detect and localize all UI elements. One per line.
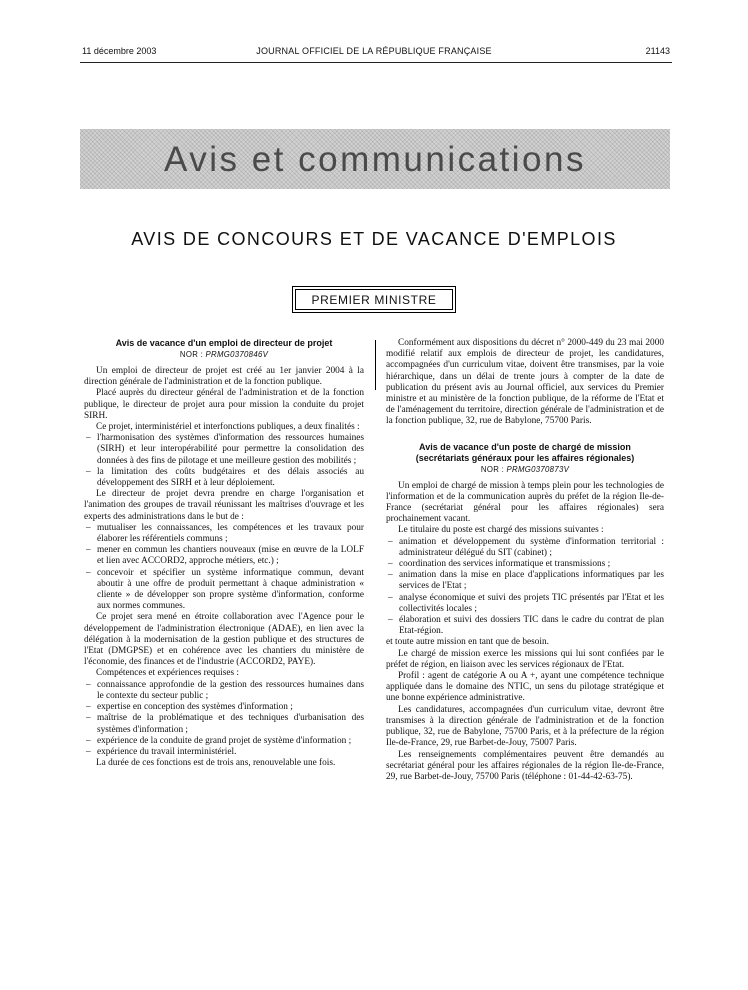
article1-paragraph: La durée de ces fonctions est de trois ans, renouvelable une fois. [96, 758, 336, 769]
header-journal-title: JOURNAL OFFICIEL DE LA RÉPUBLIQUE FRANÇAISE [256, 46, 492, 56]
missions-list [386, 537, 664, 638]
list-item: – l'harmonisation des systèmes d'information des ressources humaines (SIRH) et leur interopérabilité pour permettre la consolidation des données à des fins de pilotage et une meilleure gestion des mobilités ; [84, 433, 364, 467]
article1-nor [84, 349, 364, 360]
right-column [386, 338, 664, 783]
list-item: – la limitation des coûts budgétaires et des délais associés au développement des SIRH et à leur déploiement. [84, 467, 364, 489]
list-item: – animation et développement du système d'information territorial : administrateur délégué du SIT (cabinet) ; [386, 537, 664, 559]
ministry-label: PREMIER MINISTRE [311, 292, 437, 307]
article1-paragraph: Le directeur de projet devra prendre en charge l'organisation et l'animation des groupes de travail réunissant les maîtrises d'ouvrage et les experts des administrations dans le but de : [84, 489, 364, 522]
nor-code: PRMG0370846V [205, 350, 269, 359]
list-item: – analyse économique et suivi des projets TIC présentés par l'Etat et les collectivités locales ; [386, 593, 664, 615]
header-date: 11 décembre 2003 [82, 46, 157, 56]
nor-label: NOR : [480, 464, 505, 474]
header-rule [80, 62, 672, 63]
list-item: – expérience de la conduite de grand projet de système d'information ; [84, 736, 364, 747]
spacer [386, 428, 664, 442]
article1-title: Avis de vacance d'un emploi de directeur de projet [115, 338, 333, 348]
column-divider [375, 340, 376, 390]
list-item: – maîtrise de la problématique et des techniques d'urbanisation des systèmes d'information ; [84, 713, 364, 735]
list-item: – mener en commun les chantiers nouveaux (mise en œuvre de la LOLF et lien avec ACCORD2, approche métiers, etc.) ; [84, 545, 364, 567]
article1-paragraph: Conformément aux dispositions du décret n° 2000-449 du 23 mai 2000 modifié relatif aux emplois de directeur de projet, les candidatures, accompagnées d'un curriculum vitae, doivent être transmises, par la voie hiérarchique, dans un délai de trente jours à compter de la date de publication du présent avis au Journal officiel, aux services du Premier ministre et au ministère de la fonction publique, de la réforme de l'Etat et de l'aménagement du territoire, direction générale de l'administration et de la fonction publique, 32, rue de Babylone, 75700 Paris. [386, 338, 664, 427]
article2-nor [386, 464, 664, 475]
article1-paragraph: Ce projet sera mené en étroite collaboration avec l'Agence pour le développement de l'administration électronique (ADAE), en lien avec la délégation à la modernisation de la gestion publique et des structures de l'Etat (DMGPSE) et en cohérence avec les chantiers du ministère de l'économie, des finances et de l'industrie (ACCORD2, PAYE). [84, 612, 364, 668]
header-page-number: 21143 [645, 46, 670, 56]
list-item: – animation dans la mise en place d'applications informatiques par les services de l'Etat ; [386, 570, 664, 592]
article2-paragraph: Le chargé de mission exerce les missions qui lui sont confiées par le préfet de région, en liaison avec les services régionaux de l'Etat. [386, 648, 664, 670]
ministry-box [292, 286, 456, 313]
article2-paragraph: Profil : agent de catégorie A ou A +, ayant une compétence technique appliquée dans le domaine des NTIC, un sens du pilotage stratégique et une bonne expérience administrative. [386, 671, 664, 704]
list-item: – concevoir et spécifier un système informatique commun, devant aboutir à une offre de produit permettant à chaque administration « cliente » de développer son propre système d'information, conforme aux normes communes. [84, 568, 364, 613]
skills-list [84, 680, 364, 758]
list-item: – expertise en conception des systèmes d'information ; [84, 702, 364, 713]
section-title: AVIS DE CONCOURS ET DE VACANCE D'EMPLOIS [131, 229, 617, 249]
goals-list [84, 433, 364, 489]
left-column [84, 338, 364, 769]
nor-code: PRMG0370873V [506, 464, 570, 474]
nor-label: NOR : [179, 350, 204, 359]
article2-paragraph: Un emploi de chargé de mission à temps plein pour les technologies de l'information et de la communication auprès du préfet de la région Ile-de-France (secrétariat général pour les affaires régionales) sera prochainement vacant. [386, 480, 664, 525]
article1-paragraph: Un emploi de directeur de projet est créé au 1er janvier 2004 à la direction générale de l'administration et de la fonction publique. [84, 366, 364, 388]
section-banner [80, 129, 670, 189]
tasks-list [84, 523, 364, 613]
list-item: – coordination des services informatique et transmissions ; [386, 559, 664, 570]
article2-paragraph: Les renseignements complémentaires peuvent être demandés au secrétariat général pour les affaires régionales de la région Ile-de-France, 29, rue Barbet-de-Jouy, 75700 Paris (téléphone : 01-44-42-63-75). [386, 749, 664, 782]
article2-title-line2: (secrétariats généraux pour les affaires régionales) [415, 452, 635, 463]
list-item: – expérience du travail interministériel. [84, 747, 364, 758]
article2-paragraph: et toute autre mission en tant que de besoin. [386, 637, 549, 648]
article2-paragraph: Les candidatures, accompagnées d'un curriculum vitae, devront être transmises à la direction générale de l'administration et de la fonction publique, 32, rue de Babylone, 75700 Paris, et à la préfecture de la région Ile-de-France, 29, rue Barbet-de-Jouy, 75007 Paris. [386, 704, 664, 749]
list-item: – élaboration et suivi des dossiers TIC dans le cadre du contrat de plan Etat-région. [386, 615, 664, 637]
article2-title-line1: Avis de vacance d'un poste de chargé de mission [419, 441, 631, 452]
article2-paragraph: Le titulaire du poste est chargé des missions suivantes : [398, 525, 604, 536]
list-item: – connaissance approfondie de la gestion des ressources humaines dans le contexte du secteur public ; [84, 680, 364, 702]
article1-paragraph: Placé auprès du directeur général de l'administration et de la fonction publique, le directeur de projet aura pour mission la conduite du projet SIRH. [84, 388, 364, 421]
article1-paragraph: Compétences et expériences requises : [96, 668, 240, 679]
running-header [0, 46, 748, 60]
list-item: – mutualiser les connaissances, les compétences et les travaux pour élaborer les référentiels communs ; [84, 523, 364, 545]
article1-paragraph: Ce projet, interministériel et interfonctions publiques, a deux finalités : [96, 422, 360, 433]
banner-title: Avis et communications [163, 140, 586, 179]
